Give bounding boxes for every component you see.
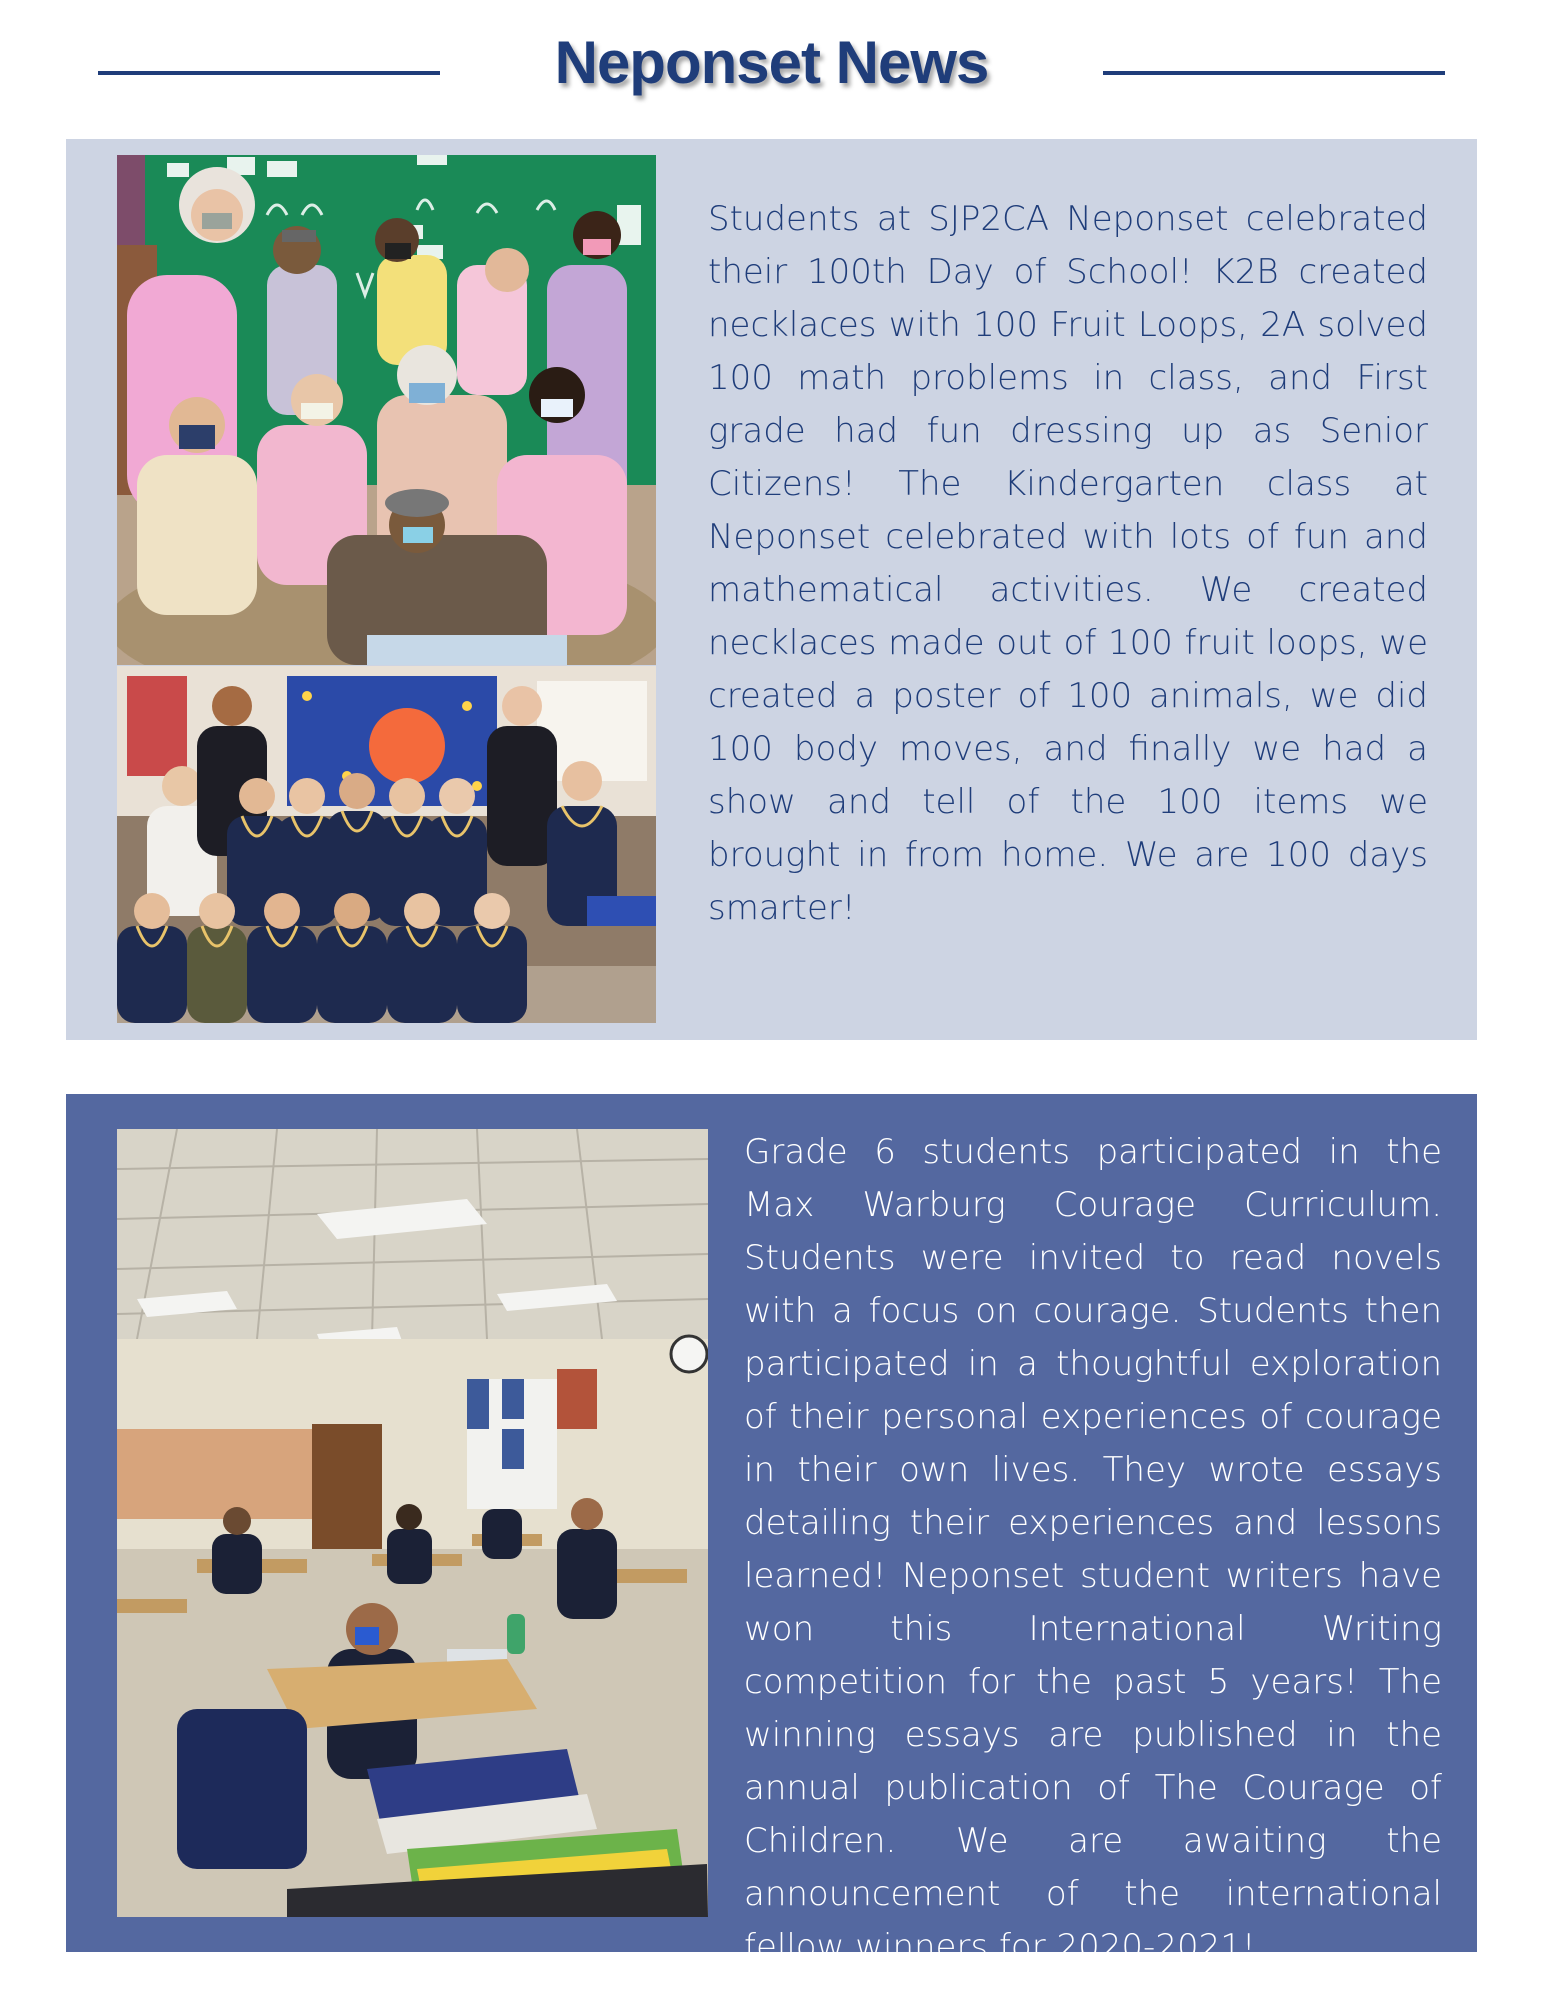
photo-senior-citizens-dressup [117, 155, 656, 665]
page-title: Neponset News [554, 29, 989, 96]
photo-kindergarten-necklaces [117, 666, 656, 1023]
title-rule-right [1103, 71, 1445, 75]
photo-grade6-classroom [117, 1129, 708, 1917]
article-panel-courage-curriculum [66, 1094, 1477, 1967]
article-body-courage-curriculum: Grade 6 students participated in the Max Warburg Courage Curriculum. Students were invited to read novels with a focus on courage. Students then participated in a thoughtful exploration of their personal experiences of courage in their own lives. They wrote essays detailing their experiences and lessons learned! Neponset student writers have won this International Writing competition for the past 5 years! The winning essays are published in the annual publication of The Courage of Children. We are awaiting the announcement of the international fellow winners for 2020-2021! [744, 1132, 1442, 1967]
article-body-100th-day: Students at SJP2CA Neponset celebrated their 100th Day of School! K2B created necklaces with 100 Fruit Loops, 2A solved 100 math problems in class, and First grade had fun dressing up as Senior Citizens! The Kindergarten class at Neponset celebrated with lots of fun and mathematical activities. We created necklaces made out of 100 fruit loops, we created a poster of 100 animals, we did 100 body moves, and finally we had a show and tell of the 100 items we brought in from home. We are 100 days smarter! [708, 199, 1428, 928]
title-rule-left [98, 71, 440, 75]
article-panel-100th-day [66, 139, 1477, 1040]
